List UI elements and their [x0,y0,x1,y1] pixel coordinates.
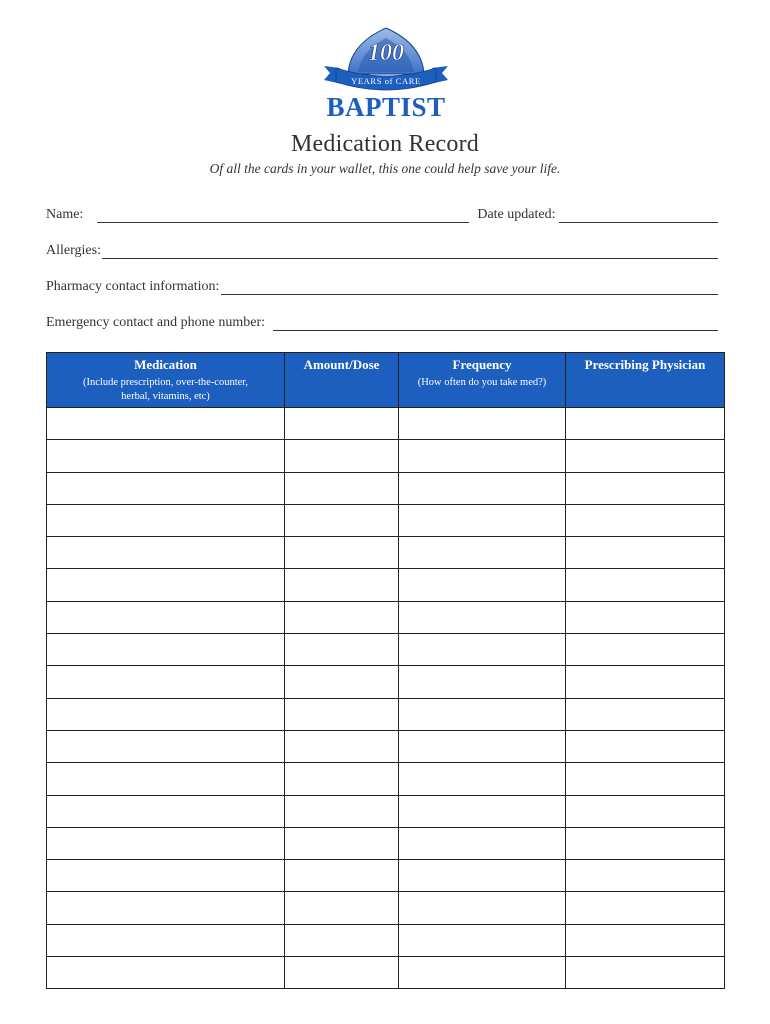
table-row [47,924,725,956]
medication-table [46,352,725,989]
header-medication-sub: (Include prescription, over-the-counter, herbal, vitamins, etc) [83,377,248,402]
frequency-cell[interactable] [399,795,566,827]
medication-cell[interactable] [47,504,285,536]
table-row [47,698,725,730]
amount-dose-cell[interactable] [285,504,399,536]
frequency-cell[interactable] [399,504,566,536]
prescribing-physician-cell[interactable] [566,569,725,601]
table-row [47,666,725,698]
logo-name: BAPTIST [326,92,446,122]
table-row [47,472,725,504]
pharmacy-label: Pharmacy contact information: [46,279,220,294]
amount-dose-cell[interactable] [285,924,399,956]
amount-dose-cell[interactable] [285,537,399,569]
table-row [47,569,725,601]
table-row [47,827,725,859]
prescribing-physician-cell[interactable] [566,440,725,472]
prescribing-physician-cell[interactable] [566,601,725,633]
amount-dose-cell[interactable] [285,860,399,892]
table-row [47,957,725,989]
allergies-row [46,239,718,259]
page-subtitle: Of all the cards in your wallet, this one could help save your life. [209,161,561,176]
header-prescribing-physician-label: Prescribing Physician [584,357,706,372]
allergies-field[interactable] [102,244,718,259]
name-field[interactable] [97,208,469,223]
frequency-cell[interactable] [399,408,566,440]
prescribing-physician-cell[interactable] [566,860,725,892]
prescribing-physician-cell[interactable] [566,408,725,440]
table-row [47,795,725,827]
table-body [47,408,725,989]
header-prescribing-physician [566,353,725,408]
amount-dose-cell[interactable] [285,892,399,924]
table-row [47,504,725,536]
frequency-cell[interactable] [399,892,566,924]
prescribing-physician-cell[interactable] [566,827,725,859]
frequency-cell[interactable] [399,957,566,989]
table-header-row [47,353,725,408]
amount-dose-cell[interactable] [285,569,399,601]
medication-cell[interactable] [47,763,285,795]
frequency-cell[interactable] [399,730,566,762]
frequency-cell[interactable] [399,827,566,859]
amount-dose-cell[interactable] [285,666,399,698]
frequency-cell[interactable] [399,601,566,633]
prescribing-physician-cell[interactable] [566,472,725,504]
medication-cell[interactable] [47,666,285,698]
prescribing-physician-cell[interactable] [566,957,725,989]
frequency-cell[interactable] [399,440,566,472]
frequency-cell[interactable] [399,634,566,666]
prescribing-physician-cell[interactable] [566,666,725,698]
medication-cell[interactable] [47,408,285,440]
amount-dose-cell[interactable] [285,440,399,472]
frequency-cell[interactable] [399,666,566,698]
table-row [47,440,725,472]
medication-cell[interactable] [47,957,285,989]
medication-cell[interactable] [47,730,285,762]
amount-dose-cell[interactable] [285,763,399,795]
date-updated-field[interactable] [559,208,718,223]
medication-cell[interactable] [47,601,285,633]
prescribing-physician-cell[interactable] [566,795,725,827]
table-row [47,601,725,633]
amount-dose-cell[interactable] [285,730,399,762]
page-title: Medication Record [290,131,479,157]
header-amount-dose [285,353,399,408]
amount-dose-cell[interactable] [285,601,399,633]
logo-ribbon-text: YEARS of CARE [351,76,421,86]
prescribing-physician-cell[interactable] [566,698,725,730]
header-amount-dose-label: Amount/Dose [303,357,380,372]
emergency-label: Emergency contact and phone number: [46,315,265,330]
frequency-cell[interactable] [399,860,566,892]
logo-number: 100 [368,40,404,66]
frequency-cell[interactable] [399,763,566,795]
frequency-cell[interactable] [399,569,566,601]
header-medication [47,353,285,408]
table-row [47,634,725,666]
emergency-field[interactable] [273,316,718,331]
medication-cell[interactable] [47,698,285,730]
pharmacy-row [46,275,718,295]
table-row [47,763,725,795]
medication-cell[interactable] [47,569,285,601]
table-row [47,537,725,569]
medication-cell[interactable] [47,795,285,827]
header-medication-label: Medication [134,357,197,372]
medication-cell[interactable] [47,924,285,956]
medication-cell[interactable] [47,472,285,504]
amount-dose-cell[interactable] [285,957,399,989]
frequency-cell[interactable] [399,537,566,569]
medication-cell[interactable] [47,892,285,924]
amount-dose-cell[interactable] [285,795,399,827]
baptist-100-years-logo [318,22,454,122]
header-frequency-label: Frequency [452,357,512,372]
medication-cell[interactable] [47,860,285,892]
frequency-cell[interactable] [399,472,566,504]
emergency-row [46,311,718,331]
prescribing-physician-cell[interactable] [566,634,725,666]
medication-cell[interactable] [47,537,285,569]
pharmacy-field[interactable] [221,280,718,295]
medication-cell[interactable] [47,827,285,859]
header-frequency-sub: (How often do you take med?) [417,377,547,388]
frequency-cell[interactable] [399,924,566,956]
prescribing-physician-cell[interactable] [566,763,725,795]
prescribing-physician-cell[interactable] [566,504,725,536]
amount-dose-cell[interactable] [285,827,399,859]
medication-cell[interactable] [47,440,285,472]
prescribing-physician-cell[interactable] [566,924,725,956]
prescribing-physician-cell[interactable] [566,537,725,569]
prescribing-physician-cell[interactable] [566,892,725,924]
amount-dose-cell[interactable] [285,698,399,730]
table-row [47,730,725,762]
name-date-row [46,203,718,223]
date-updated-label: Date updated: [477,207,556,222]
table-row [47,892,725,924]
name-label: Name: [46,207,84,222]
table-row [47,408,725,440]
allergies-label: Allergies: [46,243,101,258]
amount-dose-cell[interactable] [285,408,399,440]
prescribing-physician-cell[interactable] [566,730,725,762]
frequency-cell[interactable] [399,698,566,730]
header-frequency [399,353,566,408]
amount-dose-cell[interactable] [285,472,399,504]
medication-cell[interactable] [47,634,285,666]
table-row [47,860,725,892]
amount-dose-cell[interactable] [285,634,399,666]
